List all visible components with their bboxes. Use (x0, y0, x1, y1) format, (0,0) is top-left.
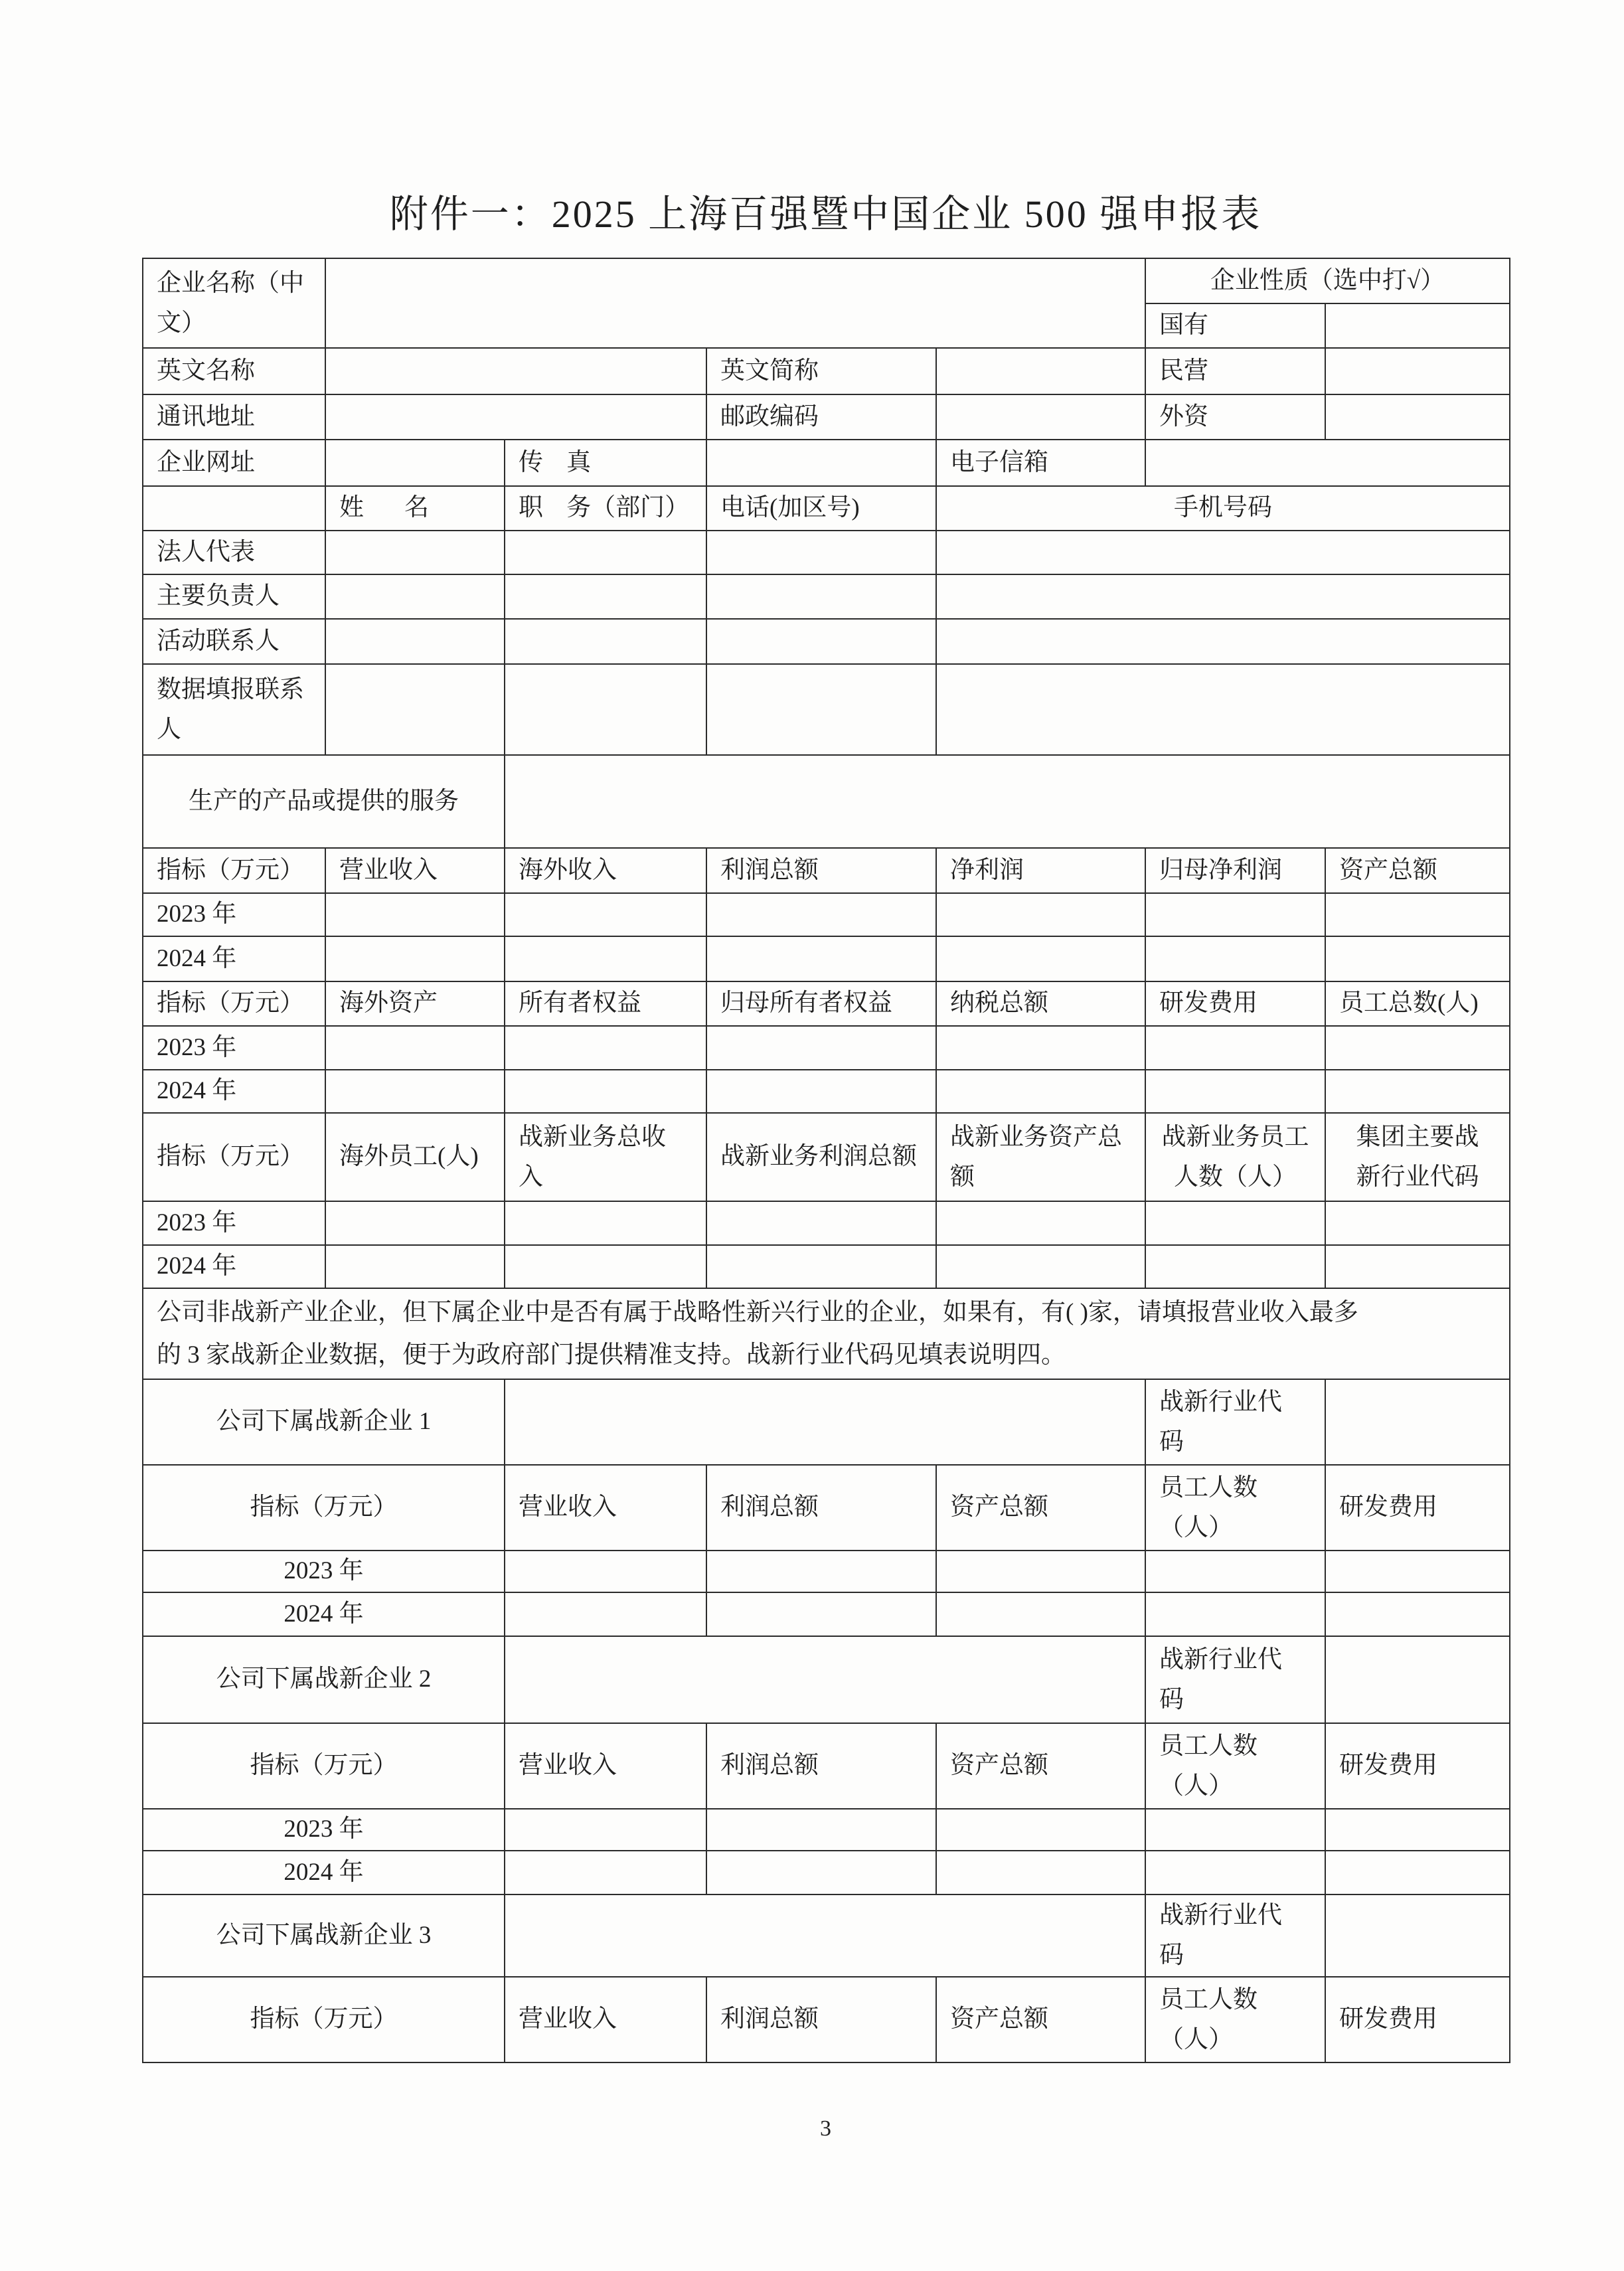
financial-column-header: 海外员工(人) (325, 1113, 505, 1201)
financial-year-row (143, 1026, 1510, 1070)
subsidiary-value-cell (936, 1809, 1145, 1851)
subsidiary-value-cell (1145, 1551, 1325, 1592)
financial-value-cell (936, 1245, 1145, 1288)
products-field (505, 755, 1510, 848)
financial-value-cell (325, 1070, 505, 1113)
financial-column-header: 海外收入 (505, 848, 706, 893)
year-label: 2023 年 (143, 1809, 505, 1851)
year-label: 2024 年 (143, 936, 325, 981)
financial-value-cell (505, 936, 706, 981)
english-abbr-field (936, 348, 1145, 394)
financial-value-cell (1325, 1245, 1510, 1288)
website-field (325, 440, 505, 486)
contact-row (143, 531, 1510, 574)
financial-column-header: 资产总额 (1325, 848, 1510, 893)
fax-field (706, 440, 936, 486)
financial-column-header-cell (1145, 1113, 1325, 1201)
financial-header-row (143, 1113, 1510, 1201)
subsidiary-name-field (505, 1636, 1145, 1723)
fax-label: 传 真 (505, 440, 706, 486)
financial-value-cell (1325, 936, 1510, 981)
year-label: 2023 年 (143, 1201, 325, 1245)
contact-position-cell (505, 619, 706, 664)
subsidiary-value-cell (1145, 1851, 1325, 1894)
email-field (1145, 440, 1510, 486)
indicator-label: 指标（万元） (143, 981, 325, 1026)
indicator-label: 指标（万元） (143, 1465, 505, 1551)
note-line: 公司非战新产业企业，但下属企业中是否有属于战略性新兴行业的企业，如果有，有( )家，请填报营业收入最多 (157, 1298, 1358, 1326)
subsidiary-value-cell (505, 1592, 706, 1636)
english-name-label: 英文名称 (143, 348, 325, 394)
financial-value-cell (325, 1201, 505, 1245)
website-row (143, 440, 1510, 486)
financial-value-cell (325, 936, 505, 981)
indicator-label: 指标（万元） (143, 1113, 325, 1201)
english-abbr-label: 英文简称 (706, 348, 936, 394)
financial-value-cell (505, 893, 706, 936)
subsidiary-value-cell (505, 1551, 706, 1592)
financial-value-cell (936, 1026, 1145, 1070)
financial-value-cell (1325, 893, 1510, 936)
contact-role-label: 法人代表 (143, 531, 325, 574)
subsidiary-name-label: 公司下属战新企业 1 (143, 1379, 505, 1465)
financial-year-row (143, 1201, 1510, 1245)
financial-column-header: 归母净利润 (1145, 848, 1325, 893)
financial-value-cell (505, 1070, 706, 1113)
contact-role-label: 主要负责人 (143, 574, 325, 619)
subsidiary-year-row (143, 1592, 1510, 1636)
financial-column-header: 归母所有者权益 (706, 981, 936, 1026)
financial-year-row (143, 893, 1510, 936)
contacts-header-phone: 电话(加区号) (706, 486, 936, 531)
subsidiary-header-row (143, 1977, 1510, 2062)
contact-row (143, 664, 1510, 755)
company-name-cn-field (325, 258, 1145, 348)
industry-code-label-cell (1145, 1894, 1325, 1977)
financial-column-header: 海外资产 (325, 981, 505, 1026)
contact-mobile-cell (936, 531, 1510, 574)
contact-name-cell (325, 664, 505, 755)
subsidiary-column-header: 研发费用 (1325, 1977, 1510, 2062)
industry-code-label-cell (1145, 1636, 1325, 1723)
indicator-label: 指标（万元） (143, 1977, 505, 2062)
financial-value-cell (1145, 1245, 1325, 1288)
financial-value-cell (1145, 936, 1325, 981)
subsidiary-value-cell (936, 1851, 1145, 1894)
financial-column-header-cell (505, 1113, 706, 1201)
financial-value-cell (505, 1245, 706, 1288)
industry-code-field (1325, 1894, 1510, 1977)
year-label: 2024 年 (143, 1070, 325, 1113)
subsidiary-column-header-cell (1145, 1977, 1325, 2062)
subsidiary-name-label: 公司下属战新企业 3 (143, 1894, 505, 1977)
indicator-label: 指标（万元） (143, 848, 325, 893)
subsidiary-value-cell (1325, 1851, 1510, 1894)
contact-phone-cell (706, 664, 936, 755)
contact-role-label-cell (143, 664, 325, 755)
subsidiary-name-label: 公司下属战新企业 2 (143, 1636, 505, 1723)
address-label: 通讯地址 (143, 394, 325, 440)
subsidiary-column-header: 资产总额 (936, 1723, 1145, 1809)
industry-code-label: 战新行业代码 (1159, 1645, 1282, 1713)
financial-year-row (143, 1245, 1510, 1288)
financial-value-cell (706, 1245, 936, 1288)
nature-check-private (1325, 348, 1510, 394)
contact-phone-cell (706, 531, 936, 574)
financial-column-header: 战新业务利润总额 (706, 1113, 936, 1201)
subsidiary-value-cell (706, 1592, 936, 1636)
contact-position-cell (505, 531, 706, 574)
nature-option-private: 民营 (1145, 348, 1325, 394)
subsidiary-column-header: 利润总额 (706, 1723, 936, 1809)
financial-column-header: 集团主要战新行业代码 (1356, 1123, 1479, 1191)
postcode-label: 邮政编码 (706, 394, 936, 440)
contacts-header-row (143, 486, 1510, 531)
year-label: 2024 年 (143, 1592, 505, 1636)
contact-role-label: 活动联系人 (143, 619, 325, 664)
financial-column-header: 净利润 (936, 848, 1145, 893)
financial-column-header-cell (1325, 1113, 1510, 1201)
address-field (325, 394, 706, 440)
financial-header-row (143, 848, 1510, 893)
contacts-header-position: 职 务（部门） (505, 486, 706, 531)
subsidiary-column-header: 利润总额 (706, 1465, 936, 1551)
financial-value-cell (936, 1201, 1145, 1245)
subsidiary-name-row (143, 1636, 1510, 1723)
subsidiary-name-row (143, 1894, 1510, 1977)
contact-row (143, 619, 1510, 664)
financial-column-header: 营业收入 (325, 848, 505, 893)
financial-value-cell (1325, 1201, 1510, 1245)
financial-value-cell (1145, 1070, 1325, 1113)
subsidiary-column-header: 营业收入 (505, 1723, 706, 1809)
financial-value-cell (505, 1026, 706, 1070)
financial-value-cell (325, 893, 505, 936)
document-title: 附件一：2025 上海百强暨中国企业 500 强申报表 (389, 193, 1262, 236)
company-name-row (143, 258, 1510, 303)
financial-column-header: 战新业务资产总额 (950, 1123, 1122, 1191)
year-label: 2024 年 (143, 1851, 505, 1894)
financial-value-cell (936, 936, 1145, 981)
address-row (143, 394, 1510, 440)
page-number: 3 (820, 2116, 831, 2141)
note-line: 的 3 家战新企业数据，便于为政府部门提供精准支持。战新行业代码见填表说明四。 (157, 1341, 1066, 1369)
financial-value-cell (1145, 1201, 1325, 1245)
subsidiary-value-cell (1325, 1809, 1510, 1851)
year-label: 2024 年 (143, 1245, 325, 1288)
contact-phone-cell (706, 574, 936, 619)
subsidiary-column-header: 研发费用 (1325, 1723, 1510, 1809)
contact-mobile-cell (936, 619, 1510, 664)
financial-value-cell (505, 1201, 706, 1245)
financial-column-header: 员工总数(人) (1325, 981, 1510, 1026)
subsidiary-value-cell (1145, 1809, 1325, 1851)
industry-code-label-cell (1145, 1379, 1325, 1465)
industry-code-field (1325, 1636, 1510, 1723)
subsidiary-column-header: 员工人数（人） (1159, 1732, 1258, 1800)
financial-column-header: 研发费用 (1145, 981, 1325, 1026)
year-label: 2023 年 (143, 1551, 505, 1592)
financial-value-cell (1325, 1070, 1510, 1113)
subsidiary-column-header: 营业收入 (505, 1465, 706, 1551)
financial-value-cell (325, 1245, 505, 1288)
subsidiary-value-cell (1145, 1592, 1325, 1636)
company-nature-label: 企业性质（选中打√） (1145, 258, 1510, 303)
financial-column-header: 战新业务总收入 (519, 1123, 666, 1191)
contact-role-label: 数据填报联系人 (157, 675, 304, 743)
financial-value-cell (706, 936, 936, 981)
contact-name-cell (325, 619, 505, 664)
subsidiary-value-cell (936, 1592, 1145, 1636)
financial-value-cell (936, 893, 1145, 936)
financial-value-cell (325, 1026, 505, 1070)
subsidiary-column-header-cell (1145, 1723, 1325, 1809)
note-row (143, 1288, 1510, 1379)
subsidiary-value-cell (706, 1809, 936, 1851)
subsidiary-value-cell (1325, 1551, 1510, 1592)
contacts-corner-cell (143, 486, 325, 531)
year-label: 2023 年 (143, 1026, 325, 1070)
financial-value-cell (936, 1070, 1145, 1113)
subsidiary-year-row (143, 1551, 1510, 1592)
contact-name-cell (325, 574, 505, 619)
subsidiary-column-header-cell (1145, 1465, 1325, 1551)
financial-value-cell (706, 1070, 936, 1113)
subsidiary-value-cell (505, 1851, 706, 1894)
website-label: 企业网址 (143, 440, 325, 486)
financial-value-cell (1325, 1026, 1510, 1070)
subsidiary-value-cell (706, 1851, 936, 1894)
subsidiary-year-row (143, 1809, 1510, 1851)
financial-column-header: 纳税总额 (936, 981, 1145, 1026)
year-label: 2023 年 (143, 893, 325, 936)
subsidiary-column-header: 营业收入 (505, 1977, 706, 2062)
nature-option-state-owned: 国有 (1145, 303, 1325, 348)
english-name-field (325, 348, 706, 394)
financial-year-row (143, 1070, 1510, 1113)
contact-mobile-cell (936, 574, 1510, 619)
contact-row (143, 574, 1510, 619)
subsidiary-value-cell (505, 1809, 706, 1851)
indicator-label: 指标（万元） (143, 1723, 505, 1809)
subsidiary-column-header: 利润总额 (706, 1977, 936, 2062)
note-cell (143, 1288, 1510, 1379)
nature-option-foreign: 外资 (1145, 394, 1325, 440)
products-label: 生产的产品或提供的服务 (143, 755, 505, 848)
contacts-header-mobile: 手机号码 (936, 486, 1510, 531)
application-form-table (142, 258, 1510, 2063)
contact-mobile-cell (936, 664, 1510, 755)
financial-column-header: 战新业务员工人数（人） (1161, 1123, 1309, 1191)
subsidiary-value-cell (1325, 1592, 1510, 1636)
contact-name-cell (325, 531, 505, 574)
nature-check-foreign (1325, 394, 1510, 440)
financial-value-cell (706, 893, 936, 936)
company-name-cn-label: 企业名称（中文） (157, 269, 304, 337)
subsidiary-value-cell (706, 1551, 936, 1592)
subsidiary-name-row (143, 1379, 1510, 1465)
subsidiary-column-header: 资产总额 (936, 1977, 1145, 2062)
subsidiary-name-field (505, 1379, 1145, 1465)
financial-column-header-cell (936, 1113, 1145, 1201)
contact-position-cell (505, 664, 706, 755)
subsidiary-year-row (143, 1851, 1510, 1894)
subsidiary-column-header: 员工人数（人） (1159, 1473, 1258, 1541)
financial-column-header: 利润总额 (706, 848, 936, 893)
email-label: 电子信箱 (936, 440, 1145, 486)
contact-position-cell (505, 574, 706, 619)
postcode-field (936, 394, 1145, 440)
products-row (143, 755, 1510, 848)
industry-code-label: 战新行业代码 (1159, 1388, 1282, 1456)
industry-code-field (1325, 1379, 1510, 1465)
subsidiary-name-field (505, 1894, 1145, 1977)
subsidiary-column-header: 资产总额 (936, 1465, 1145, 1551)
financial-year-row (143, 936, 1510, 981)
financial-value-cell (706, 1026, 936, 1070)
company-name-cn-label-cell (143, 258, 325, 348)
subsidiary-header-row (143, 1465, 1510, 1551)
financial-value-cell (1145, 893, 1325, 936)
contacts-header-name: 姓 名 (325, 486, 505, 531)
industry-code-label: 战新行业代码 (1159, 1902, 1282, 1969)
subsidiary-header-row (143, 1723, 1510, 1809)
nature-check-state-owned (1325, 303, 1510, 348)
subsidiary-column-header: 研发费用 (1325, 1465, 1510, 1551)
contact-phone-cell (706, 619, 936, 664)
financial-value-cell (706, 1201, 936, 1245)
english-name-row (143, 348, 1510, 394)
subsidiary-value-cell (936, 1551, 1145, 1592)
financial-column-header: 所有者权益 (505, 981, 706, 1026)
subsidiary-column-header: 员工人数（人） (1159, 1985, 1258, 2053)
financial-header-row (143, 981, 1510, 1026)
financial-value-cell (1145, 1026, 1325, 1070)
